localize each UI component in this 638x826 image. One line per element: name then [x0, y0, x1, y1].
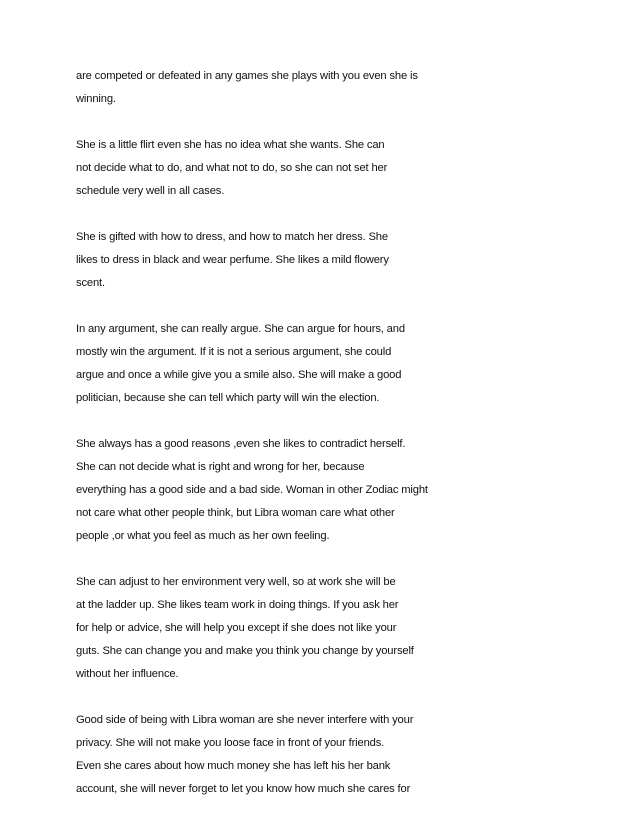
text-line: She can adjust to her environment very well, so at work she will be: [76, 576, 396, 588]
text-line: likes to dress in black and wear perfume. She likes a mild flowery: [76, 254, 389, 266]
text-line: at the ladder up. She likes team work in doing things. If you ask her: [76, 599, 399, 611]
text-line: She always has a good reasons ,even she likes to contradict herself.: [76, 438, 406, 450]
text-line: mostly win the argument. If it is not a serious argument, she could: [76, 346, 392, 358]
text-line: without her influence.: [76, 668, 179, 680]
text-line: Good side of being with Libra woman are she never interfere with your: [76, 714, 414, 726]
paragraph: [76, 709, 596, 801]
text-line: scent.: [76, 277, 105, 289]
document-body: [76, 65, 596, 824]
text-line: Even she cares about how much money she has left his her bank: [76, 760, 391, 772]
text-line: guts. She can change you and make you think you change by yourself: [76, 645, 414, 657]
paragraph: [76, 571, 596, 686]
text-line: privacy. She will not make you loose face in front of your friends.: [76, 737, 385, 749]
paragraph: [76, 433, 596, 548]
text-line: not care what other people think, but Libra woman care what other: [76, 507, 395, 519]
text-line: people ,or what you feel as much as her own feeling.: [76, 530, 330, 542]
text-line: argue and once a while give you a smile also. She will make a good: [76, 369, 402, 381]
text-line: winning.: [76, 93, 116, 105]
text-line: everything has a good side and a bad side. Woman in other Zodiac might: [76, 484, 428, 496]
text-line: for help or advice, she will help you except if she does not like your: [76, 622, 397, 634]
text-line: politician, because she can tell which party will win the election.: [76, 392, 380, 404]
paragraph: [76, 318, 596, 410]
text-line: are competed or defeated in any games she plays with you even she is: [76, 70, 418, 82]
text-line: schedule very well in all cases.: [76, 185, 225, 197]
text-line: She is gifted with how to dress, and how to match her dress. She: [76, 231, 388, 243]
text-line: In any argument, she can really argue. She can argue for hours, and: [76, 323, 405, 335]
text-line: She can not decide what is right and wrong for her, because: [76, 461, 365, 473]
text-line: account, she will never forget to let you know how much she cares for: [76, 783, 411, 795]
text-line: She is a little flirt even she has no idea what she wants. She can: [76, 139, 385, 151]
paragraph: [76, 65, 596, 111]
paragraph: [76, 226, 596, 295]
text-line: not decide what to do, and what not to do, so she can not set her: [76, 162, 388, 174]
paragraph: [76, 134, 596, 203]
